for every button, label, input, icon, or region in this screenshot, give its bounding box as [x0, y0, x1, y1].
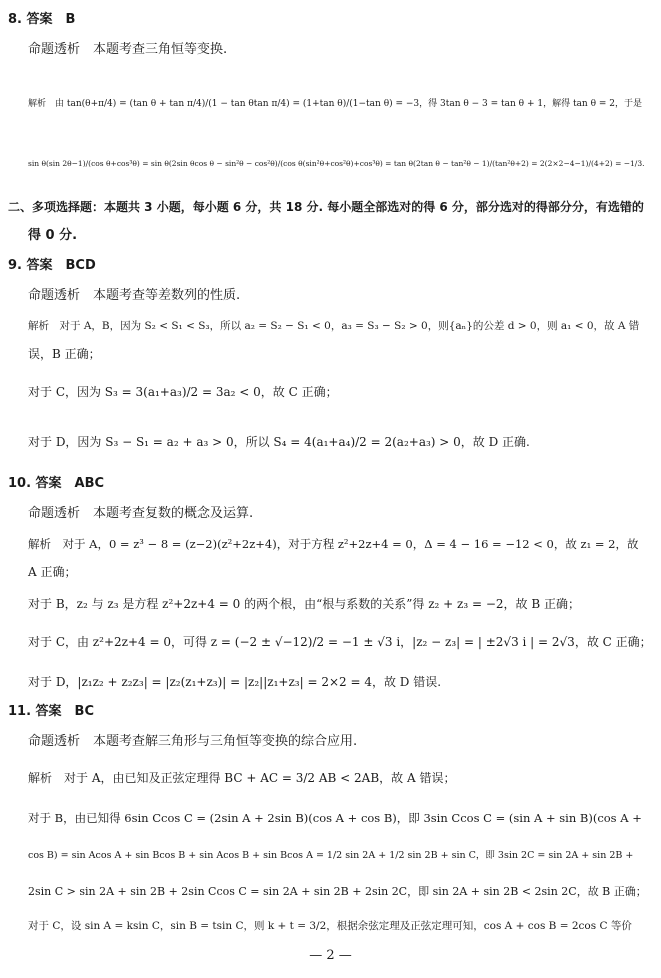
- q11-option-b-line2: cos B) = sin Acos A + sin Bcos B + sin Acos B + sin Bcos A = 1/2 sin 2A + 1/2 sin 2B + sin C，即 3sin 2C = sin 2A + sin 2B +: [28, 850, 634, 861]
- page-number: — 2 —: [309, 948, 352, 963]
- q10-answer: 10. 答案 ABC: [8, 476, 105, 491]
- q10-option-d: 对于 D，|z₁z₂ + z₂z₃| = |z₂(z₁+z₃)| = |z₂||z₁+z₃| = 2×2 = 4，故 D 错误.: [28, 675, 442, 689]
- q8-answer: 8. 答案 B: [8, 12, 76, 27]
- section-two-heading-cont: 得 0 分.: [28, 228, 78, 243]
- q10-option-b: 对于 B，z₂ 与 z₃ 是方程 z²+2z+4 = 0 的两个根，由“根与系数的关系”得 z₂ + z₃ = −2，故 B 正确；: [28, 597, 580, 611]
- q9-topic: 命题透析 本题考查等差数列的性质.: [28, 288, 241, 303]
- q11-topic: 命题透析 本题考查解三角形与三角恒等变换的综合应用.: [28, 734, 358, 749]
- q9-solution-line2: 误，B 正确；: [28, 347, 101, 361]
- q11-answer: 11. 答案 BC: [8, 704, 95, 719]
- q8-solution-line2: sin θ(sin 2θ−1)/(cos θ+cos³θ) = sin θ(2sin θcos θ − sin²θ − cos²θ)/(cos θ(sin²θ+cos²θ)+cos³θ) = tan θ(2tan θ − tan²θ − 1)/(tan²θ+2) = 2(2×2−4−1)/(4+2) = −1/3.: [28, 159, 645, 168]
- q10-option-c: 对于 C，由 z²+2z+4 = 0，可得 z = (−2 ± √−12)/2 = −1 ± √3 i，|z₂ − z₃| = | ±2√3 i | = 2√3，故 C 正确；: [28, 635, 652, 649]
- q11-option-c: 对于 C，设 sin A = ksin C，sin B = tsin C，则 k + t = 3/2，根据余弦定理及正弦定理可知，cos A + cos B = 2cos C 等价: [28, 920, 632, 932]
- q9-answer: 9. 答案 BCD: [8, 258, 96, 273]
- q9-option-d: 对于 D，因为 S₃ − S₁ = a₂ + a₃ > 0，所以 S₄ = 4(a₁+a₄)/2 = 2(a₂+a₃) > 0，故 D 正确.: [28, 435, 530, 449]
- q8-topic: 命题透析 本题考查三角恒等变换.: [28, 42, 228, 57]
- q10-topic: 命题透析 本题考查复数的概念及运算.: [28, 506, 254, 521]
- q9-option-c: 对于 C，因为 S₃ = 3(a₁+a₃)/2 = 3a₂ < 0，故 C 正确；: [28, 385, 338, 399]
- q11-option-b-line1: 对于 B，由已知得 6sin Ccos C = (2sin A + 2sin B)(cos A + cos B)，即 3sin Ccos C = (sin A + sin B)(cos A +: [28, 811, 642, 825]
- q11-option-a: 解析 对于 A，由已知及正弦定理得 BC + AC = 3/2 AB < 2AB，故 A 错误；: [28, 771, 456, 785]
- q8-solution-line1: 解析 由 tan(θ+π/4) = (tan θ + tan π/4)/(1 − tan θtan π/4) = (1+tan θ)/(1−tan θ) = −3，得 3tan θ − 3 = tan θ + 1，解得 tan θ = 2，于是: [28, 99, 643, 109]
- q9-solution-line1: 解析 对于 A，B，因为 S₂ < S₁ < S₃，所以 a₂ = S₂ − S₁ < 0，a₃ = S₃ − S₂ > 0，则{aₙ}的公差 d > 0，则 a₁ < 0，故 A 错: [28, 320, 640, 332]
- section-two-heading: 二、多项选择题：本题共 3 小题，每小题 6 分，共 18 分. 每小题全部选对的得 6 分，部分选对的得部分分，有选错的: [8, 200, 644, 214]
- q11-option-b-line3: 2sin C > sin 2A + sin 2B + 2sin Ccos C = sin 2A + sin 2B + 2sin 2C，即 sin 2A + sin 2B < 2sin 2C，故 B 正确；: [28, 885, 647, 898]
- q10-solution-line1: 解析 对于 A，0 = z³ − 8 = (z−2)(z²+2z+4)，对于方程 z²+2z+4 = 0，Δ = 4 − 16 = −12 < 0，故 z₁ = 2，故: [28, 537, 639, 551]
- q10-solution-line2: A 正确；: [28, 565, 77, 579]
